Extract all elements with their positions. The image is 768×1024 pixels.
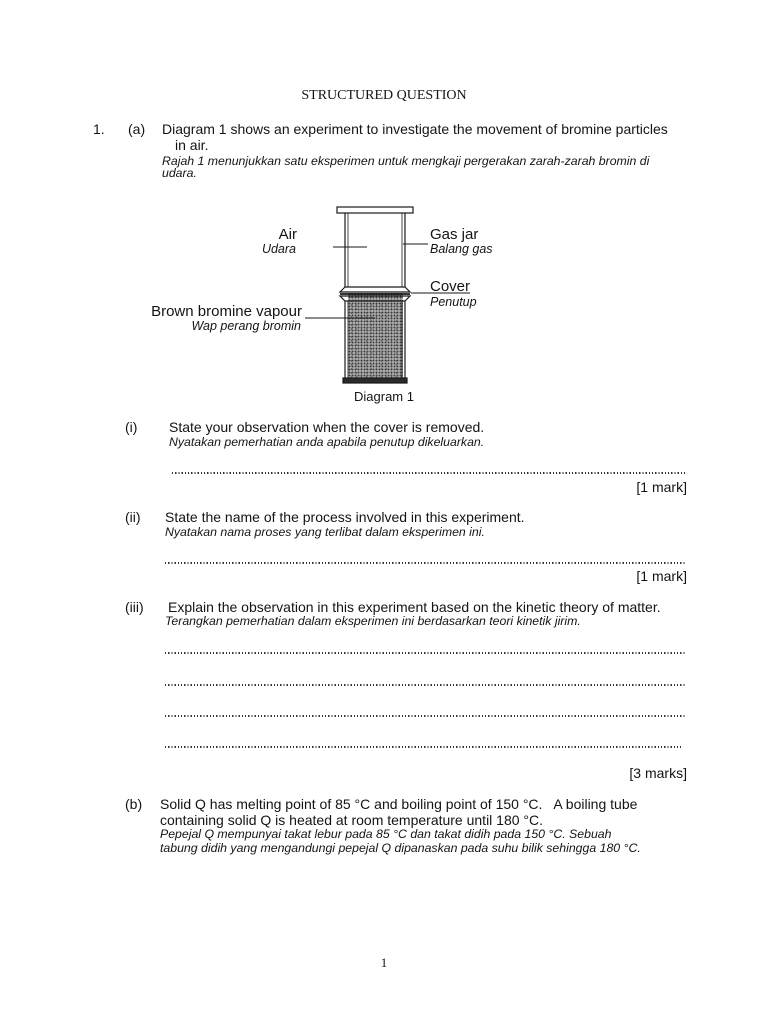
page-number: 1	[380, 955, 388, 970]
subquestion-label: (iii)	[125, 599, 144, 615]
label-cover: Cover	[430, 278, 471, 295]
marks-label: [3 marks]	[629, 765, 687, 781]
answer-line	[165, 652, 685, 654]
part-b-stem-en-line-2: containing solid Q is heated at room temperature until 180 °C.	[160, 812, 544, 828]
gas-jar-bottom	[340, 296, 410, 383]
subquestion-text-en: State your observation when the cover is removed.	[169, 419, 485, 435]
subquestion-text-en: State the name of the process involved in this experiment.	[165, 509, 525, 525]
part-a-label: (a)	[128, 121, 146, 137]
label-penutup: Penutup	[430, 295, 477, 309]
label-balang-gas: Balang gas	[430, 242, 493, 256]
subquestion-text-ms: Nyatakan nama proses yang terlibat dalam eksperimen ini.	[165, 525, 485, 539]
subquestion-label: (i)	[125, 419, 138, 435]
marks-label: [1 mark]	[636, 568, 687, 584]
part-b-stem-ms-line-1: Pepejal Q mempunyai takat lebur pada 85 °C dan takat didih pada 150 °C. Sebuah	[160, 827, 612, 841]
label-wap-perang-bromin: Wap perang bromin	[191, 319, 301, 333]
answer-line	[165, 715, 685, 717]
label-udara: Udara	[261, 242, 296, 256]
subquestion-label: (ii)	[125, 509, 141, 525]
answer-line	[165, 684, 685, 686]
marks-label: [1 mark]	[636, 479, 687, 495]
answer-line	[165, 562, 685, 564]
question-number: 1.	[93, 121, 105, 137]
subquestion-text-ms: Terangkan pemerhatian dalam eksperimen ini berdasarkan teori kinetik jirim.	[165, 614, 581, 628]
label-air: Air	[278, 226, 297, 243]
part-a-stem-en-line-2: in air.	[175, 137, 209, 153]
answer-line	[172, 472, 685, 474]
answer-line	[165, 746, 681, 748]
part-a-stem-en-line-1: Diagram 1 shows an experiment to investigate the movement of bromine particles	[162, 121, 668, 137]
part-b-stem-ms-line-2: tabung didih yang mengandungi pepejal Q dipanaskan pada suhu bilik sehingga 180 °C.	[160, 841, 641, 855]
diagram-caption: Diagram 1	[354, 389, 414, 404]
label-brown-bromine-vapour: Brown bromine vapour	[151, 303, 302, 320]
part-a-stem-ms-line-1: Rajah 1 menunjukkan satu eksperimen untuk mengkaji pergerakan zarah-zarah bromin di	[162, 154, 650, 168]
page-title: STRUCTURED QUESTION	[301, 88, 467, 103]
part-b-label: (b)	[125, 796, 143, 812]
label-gas-jar: Gas jar	[430, 226, 479, 243]
part-a-stem-ms-line-2: udara.	[162, 166, 197, 180]
gas-jar-top	[337, 207, 413, 292]
subquestion-text-en: Explain the observation in this experiment based on the kinetic theory of matter.	[168, 599, 661, 615]
subquestion-text-ms: Nyatakan pemerhatian anda apabila penutup dikeluarkan.	[169, 435, 485, 449]
part-b-stem-en-line-1: Solid Q has melting point of 85 °C and boiling point of 150 °C. A boiling tube	[160, 796, 638, 812]
